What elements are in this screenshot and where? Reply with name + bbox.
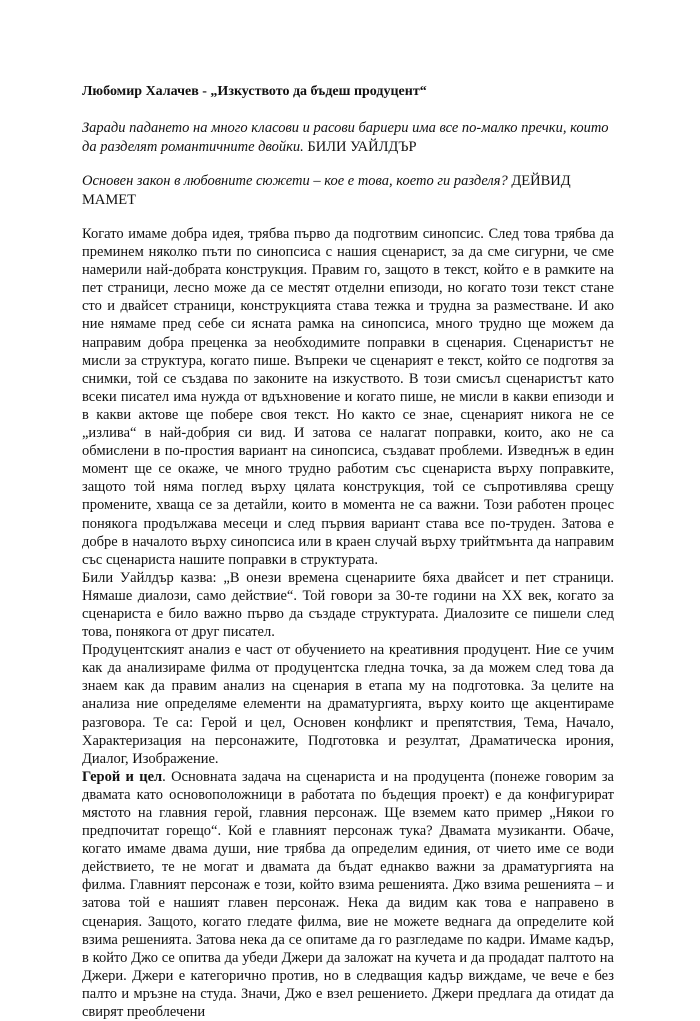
hero-and-goal-heading: Герой и цел — [82, 768, 163, 785]
epigraph-1-text: Заради падането на много класови и расови бариери има все по-малко пречки, които да разделят романтичните двойки. — [82, 120, 609, 155]
body-text — [82, 225, 614, 1021]
epigraph-1-author: БИЛИ УАЙЛДЪР — [307, 138, 417, 155]
paragraph-billy-wilder: Били Уайлдър казва: „В онези времена сценариите бяха двайсет и пет страници. Нямаше диалози, само действие“. Той говори за 30-те години на XX век, когато за сценариста е било важно първо да създаде структурата. Диалозите се пишели след това, понякога от друг писател. — [82, 569, 614, 641]
hero-and-goal-text: . Основната задача на сценариста и на продуцента (понеже говорим за двамата като основоположници в работата по бъдещия проект) е да конфигурират мястото на главния герой, главния персонаж. Ще вземем като пример „Някои го предпочитат горещо“. Кой е главният персонаж тука? Двамата музиканти. Обаче, когато имаме двама души, ние трябва да определим единия, от чието име се води действието, те не могат и двамата да бъдат еднакво важни за драматургията на филма. Главният персонаж е този, който взима решенията. Джо взима решенията – и затова той е нашият главен персонаж. Нека да видим как това е направено в сценария. Защото, когато гледате филма, вие не можете веднага да определите кой взима решенията. Затова нека да се опитаме да го разгледаме по кадри. Имаме кадър, в който Джо се опитва да убеди Джери да заложат на кучета и да продадат палтото на Джери. Джери е категорично против, но в следващия кадър виждаме, че вече е без палто и мръзне на студа. Значи, Джо е взел решението. Джери предлага да отидат да свирят преоблечени — [82, 768, 614, 1021]
epigraph-2 — [82, 172, 614, 209]
epigraph-2-text: Основен закон в любовните сюжети – кое е това, което ги разделя? — [82, 173, 508, 189]
paragraph-producer-analysis: Продуцентският анализ е част от обучението на креативния продуцент. Ние се учим как да анализираме филма от продуцентска гледна точка, за да можем след това да знаем как да правим анализ на сценария в етапа му на подготовка. За целите на анализа ние определяме елементи на драматургията, върху които ще акцентираме разговора. Те са: Герой и цел, Основен конфликт и препятствия, Тема, Начало, Характеризация на персонажите, Подготовка и резултат, Драматическа ирония, Диалог, Изображение. — [82, 642, 614, 767]
paragraph-synopsis: Когато имаме добра идея, трябва първо да подготвим синопсис. След това трябва да преминем няколко пъти по синопсиса с нашия сценарист, за да сме сигурни, че сме намерили най-добрата конструкция. Правим го, защото в текст, който е в рамките на пет страници, лесно може да се местят отделни епизоди, но когато този текст стане сто и двайсет страници, конструкцията става тежка и трудна за разместване. И ако ние нямаме пред себе си ясната рамка на синопсиса, много трудно ще можем да направим добра преценка за необходимите поправки в сценария. Сценаристът не мисли за структура, когато пише. Въпреки че сценарият е текст, който се подготвя за снимки, той се създава по законите на изкуството. В този смисъл сценаристът като всеки писател има нужда от вдъхновение и когато пише, не мисли в какви епизоди и в какви актове ще побере своя текст. Но както се знае, сценарият никога не се „излива“ в най-добрия си вид. И затова се налагат поправки, които, ако не са обмислени в по-простия вариант на синопсиса, създават проблеми. Изведнъж в един момент ще се окаже, че много трудно работим със сценариста върху поправките, защото той няма поглед върху цялата конструкция, той се съпротивлява срещу промените, хваща се за детайли, които в момента не са важни. Този работен процес понякога продължава месеци и след първия вариант става все по-труден. Затова е добре в началото върху синопсиса или в краен случай върху трийтмънта да направим със сценариста нашите поправки в структурата. — [82, 226, 614, 568]
document-title: Любомир Халачев - „Изкуството да бъдеш продуцент“ — [82, 84, 427, 99]
epigraph-2-author: ДЕЙВИД МАМЕТ — [82, 173, 571, 208]
epigraph-1 — [82, 119, 614, 156]
paragraph-hero-and-goal — [82, 768, 614, 1021]
